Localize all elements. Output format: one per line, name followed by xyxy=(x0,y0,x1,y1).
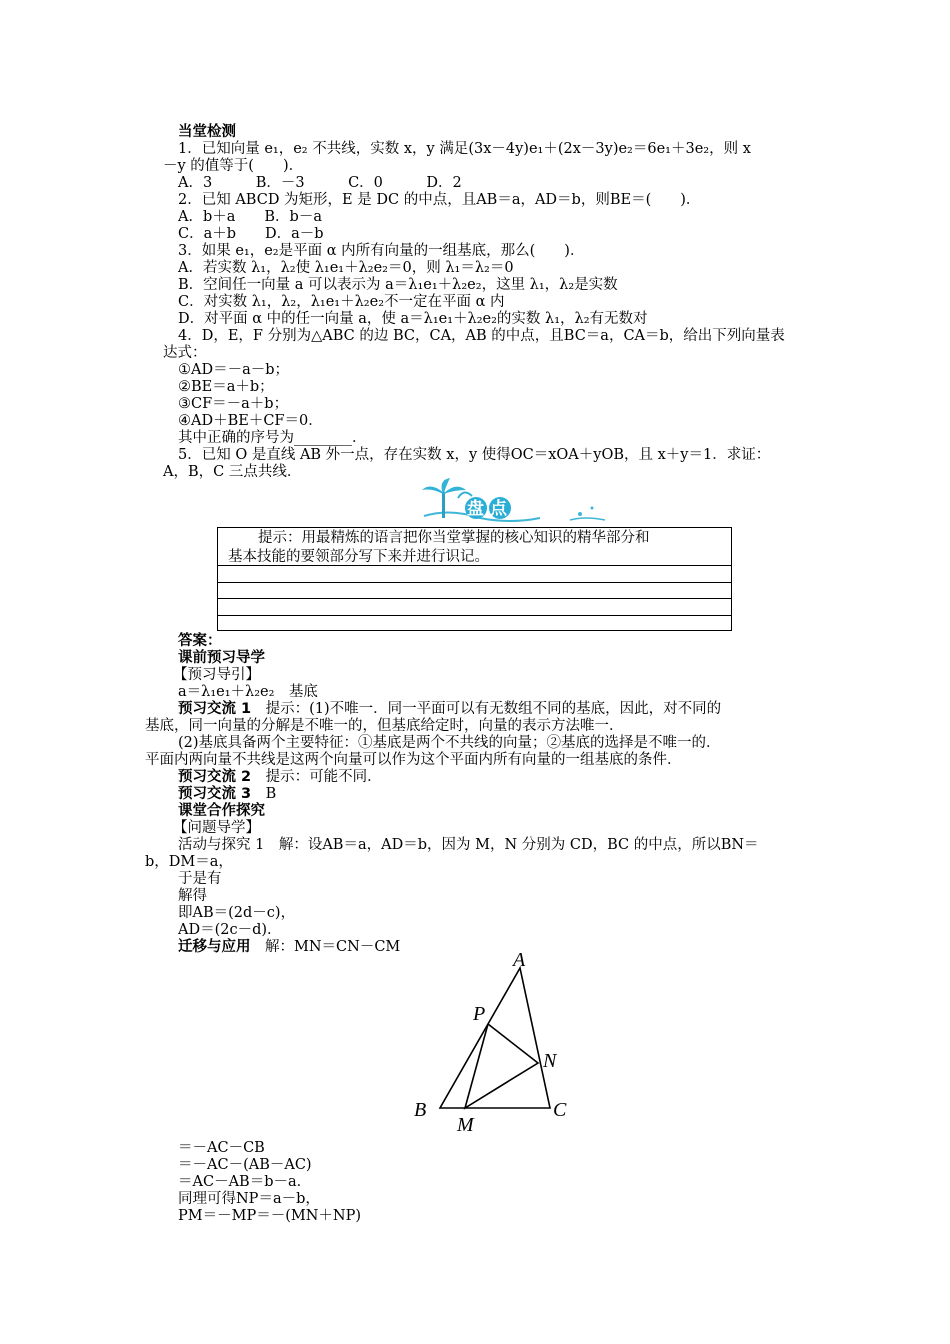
note-line xyxy=(218,582,731,583)
preview-guide-answer: a＝λ₁e₁＋λ₂e₂ 基底 xyxy=(178,684,318,700)
solution-step-2: ＝－AC－(AB－AC) xyxy=(178,1157,312,1173)
activity-1-line-1: 活动与探究 1 解：设AB＝a，AD＝b，因为 M，N 分别为 CD，BC 的中点，所以BN＝ xyxy=(178,837,759,853)
pre-study-title: 课前预习导学 xyxy=(178,650,265,666)
exchange-1-text: 提示：(1)不唯一．同一平面可以有无数组不同的基底，因此，对不同的 xyxy=(265,701,722,717)
solution-step-3: ＝AC－AB＝b－a． xyxy=(178,1174,312,1190)
question-4-line-1: 4．D，E，F 分别为△ABC 的边 BC，CA，AB 的中点，且BC＝a，CA＝b，给出下列向量表 xyxy=(178,328,785,344)
question-1-line-1: 1．已知向量 e₁，e₂ 不共线，实数 x，y 满足(3x－4y)e₁＋(2x－3y)e₂＝6e₁＋3e₂，则 x xyxy=(178,141,751,157)
question-3-line-1: 3．如果 e₁，e₂是平面 α 内所有向量的一组基底，那么( )． xyxy=(178,243,585,259)
question-2-options-ab: A．b＋a B．b－a xyxy=(178,209,322,225)
question-4-expr-1: ①AD＝－a－b； xyxy=(178,362,290,378)
section-title: 当堂检测 xyxy=(178,124,236,140)
activity-1-line-4: 解得 xyxy=(178,888,207,904)
label-c: C xyxy=(553,1099,567,1121)
summary-banner xyxy=(420,478,610,526)
banner-text: 盘点收获 xyxy=(467,499,559,519)
tips-line-2: 基本技能的要领部分写下来并进行识记。 xyxy=(228,549,489,565)
question-3-option-a: A．若实数 λ₁，λ₂使 λ₁e₁＋λ₂e₂＝0，则 λ₁＝λ₂＝0 xyxy=(178,260,514,276)
answers-title: 答案： xyxy=(178,633,222,649)
question-3-option-b: B．空间任一向量 a 可以表示为 a＝λ₁e₁＋λ₂e₂，这里 λ₁，λ₂是实数 xyxy=(178,277,618,293)
activity-1-line-3: 于是有 xyxy=(178,871,222,887)
exchange-2-label: 预习交流 2 xyxy=(178,769,252,785)
tips-line-1: 提示：用最精炼的语言把你当堂掌握的核心知识的精华部分和 xyxy=(258,530,650,546)
triangle-abc xyxy=(440,968,550,1108)
preview-guide-title: 【预习导引】 xyxy=(173,667,260,683)
transfer-text: 解：MN＝CN－CM xyxy=(265,939,401,955)
activity-1-line-6: AD＝(2c－d)． xyxy=(178,922,282,938)
label-n: N xyxy=(543,1050,557,1072)
triangle-figure xyxy=(405,948,585,1138)
question-3-option-d: D．对平面 α 中的任一向量 a，使 a＝λ₁e₁＋λ₂e₂的实数 λ₁，λ₂有无数对 xyxy=(178,311,648,327)
exchange-2 xyxy=(178,769,382,786)
label-p: P xyxy=(473,1003,486,1025)
note-line xyxy=(218,565,731,566)
triangle-pnm xyxy=(465,1024,538,1108)
exchange-1-line-2: 基底，同一向量的分解是不唯一的，但基底给定时，向量的表示方法唯一． xyxy=(145,718,624,734)
transfer-label: 迁移与应用 xyxy=(178,939,251,955)
exchange-1-line-1 xyxy=(178,701,721,718)
exchange-3-text: B xyxy=(265,786,277,802)
exchange-3-label: 预习交流 3 xyxy=(178,786,252,802)
solution-step-1: ＝－AC－CB xyxy=(178,1140,265,1156)
exchange-3 xyxy=(178,786,276,803)
question-5-line-1: 5．已知 O 是直线 AB 外一点，存在实数 x，y 使得OC＝xOA＋yOB，且 x＋y＝1．求证： xyxy=(178,447,771,463)
solution-step-5: PM＝－MP＝－(MN＋NP) xyxy=(178,1208,361,1224)
solution-step-4: 同理可得NP＝a－b， xyxy=(178,1191,320,1207)
question-1-line-2: －y 的值等于( )． xyxy=(163,158,304,174)
activity-1-line-2: b，DM＝a， xyxy=(145,854,233,870)
transfer-application xyxy=(178,939,400,956)
exchange-2-text: 提示：可能不同． xyxy=(265,769,382,785)
question-1-options: A．3 B．－3 C．0 D．2 xyxy=(178,175,462,191)
question-4-line-2: 达式： xyxy=(163,345,207,361)
class-explore-title: 课堂合作探究 xyxy=(178,803,265,819)
exchange-1-line-3: (2)基底具备两个主要特征：①基底是两个不共线的向量；②基底的选择是不唯一的． xyxy=(178,735,721,751)
label-a: A xyxy=(513,949,526,971)
question-5-line-2: A，B，C 三点共线． xyxy=(163,464,302,480)
question-4-expr-2: ②BE＝a＋b； xyxy=(178,379,274,395)
exchange-1-label: 预习交流 1 xyxy=(178,701,252,717)
exchange-1-line-4: 平面内两向量不共线是这两个向量可以作为这个平面内所有向量的一组基底的条件． xyxy=(145,752,682,768)
question-4-ask: 其中正确的序号为________． xyxy=(178,430,367,446)
sparkle-decoration xyxy=(570,507,605,521)
question-4-expr-4: ④AD＋BE＋CF＝0． xyxy=(178,413,323,429)
question-2-options-cd: C．a＋b D．a－b xyxy=(178,226,324,242)
tips-box xyxy=(217,527,732,631)
label-m: M xyxy=(457,1114,474,1136)
question-4-expr-3: ③CF＝－a＋b； xyxy=(178,396,289,412)
note-line xyxy=(218,598,731,599)
note-line xyxy=(218,615,731,616)
label-b: B xyxy=(414,1099,427,1121)
activity-1-line-5: 即AB＝(2d－c)， xyxy=(178,905,296,921)
question-guide-title: 【问题导学】 xyxy=(173,820,260,836)
question-2-line-1: 2．已知 ABCD 为矩形，E 是 DC 的中点，且AB＝a，AD＝b，则BE＝( )． xyxy=(178,192,701,208)
question-3-option-c: C．对实数 λ₁，λ₂，λ₁e₁＋λ₂e₂不一定在平面 α 内 xyxy=(178,294,505,310)
